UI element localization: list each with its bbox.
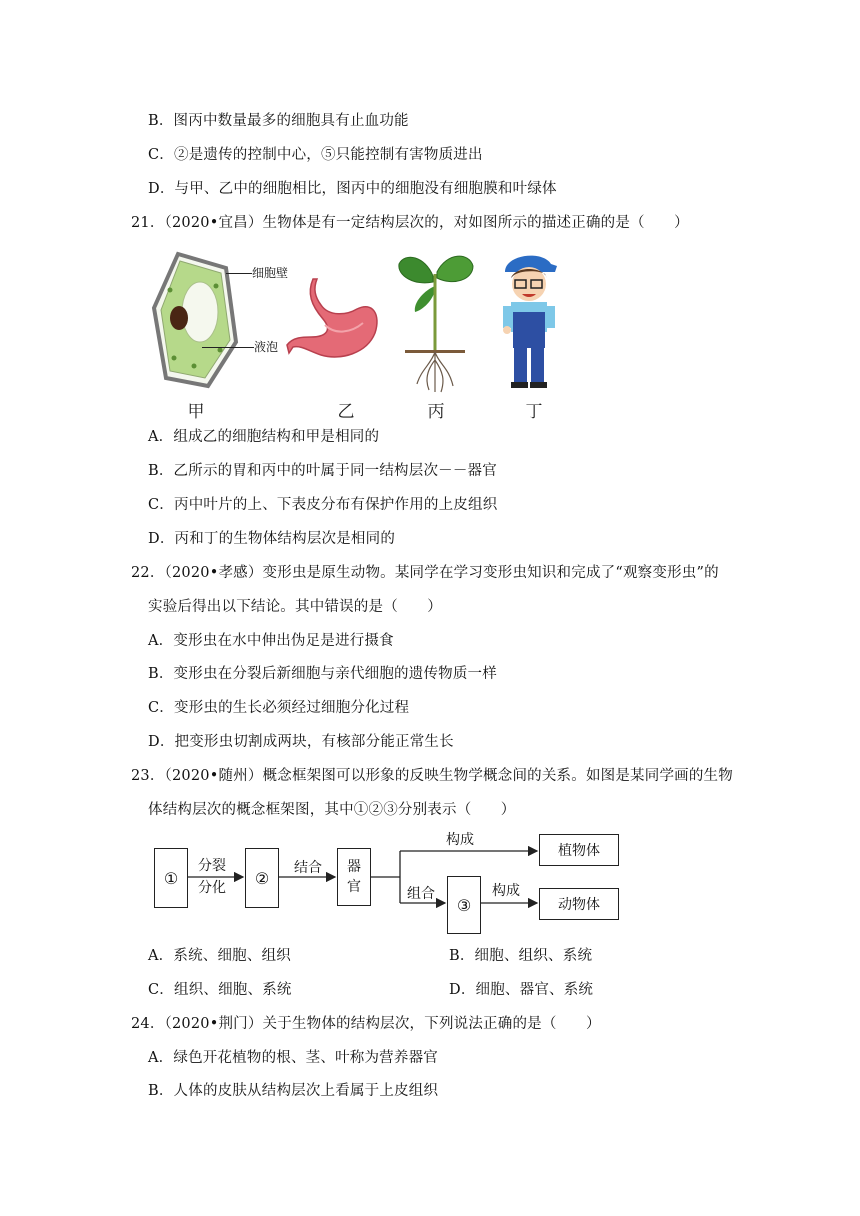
label-group: 组合: [407, 886, 435, 902]
q24-option-a: A．绿色开花植物的根、茎、叶称为营养器官: [148, 1050, 438, 1066]
q22-option-d: D．把变形虫切割成两块，有核部分能正常生长: [148, 734, 454, 750]
q21-option-a: A．组成乙的细胞结构和甲是相同的: [148, 429, 380, 445]
q24-option-b: B．人体的皮肤从结构层次上看属于上皮组织: [148, 1083, 439, 1099]
label-differentiate: 分化: [198, 880, 226, 896]
label-compose-top: 构成: [446, 832, 474, 848]
diagram-box-plant: 植物体: [539, 834, 619, 866]
organ-char-1: 器: [347, 859, 361, 875]
q21-stem: 21．（2020•宜昌）生物体是有一定结构层次的，对如图所示的描述正确的是（ ）: [131, 215, 689, 231]
q22-stem-line2: 实验后得出以下结论。其中错误的是（ ）: [148, 599, 442, 615]
caption-jia: 甲: [187, 402, 205, 422]
caption-bing: 丙: [427, 402, 445, 422]
cell-wall-label: 细胞壁: [252, 266, 289, 280]
q22-stem-line1: 22．（2020•孝感）变形虫是原生动物。某同学在学习变形虫知识和完成了“观察变形虫”的: [131, 565, 719, 581]
label-split: 分裂: [198, 858, 226, 874]
plant-cell-image: [150, 250, 240, 390]
q22-option-c: C．变形虫的生长必须经过细胞分化过程: [148, 700, 410, 716]
q23-stem-line1: 23．（2020•随州）概念框架图可以形象的反映生物学概念间的关系。如图是某同学画的生物: [131, 768, 733, 784]
q20-option-c: C．②是遗传的控制中心，⑤只能控制有害物质进出: [148, 147, 483, 163]
q21-option-d: D．丙和丁的生物体结构层次是相同的: [148, 531, 396, 547]
q22-option-a: A．变形虫在水中伸出伪足是进行摄食: [148, 633, 394, 649]
vacuole-label: 液泡: [254, 340, 279, 354]
q24-stem: 24．（2020•荆门）关于生物体的结构层次，下列说法正确的是（ ）: [131, 1016, 601, 1032]
diagram-box-organ: [337, 848, 371, 906]
q20-option-d: D．与甲、乙中的细胞相比，图丙中的细胞没有细胞膜和叶绿体: [148, 181, 557, 197]
q23-option-d: D．细胞、器官、系统: [449, 982, 594, 998]
caption-yi: 乙: [337, 402, 355, 422]
diagram-box-1: ①: [154, 848, 188, 908]
label-combine: 结合: [294, 860, 322, 876]
q22-option-b: B．变形虫在分裂后新细胞与亲代细胞的遗传物质一样: [148, 666, 497, 682]
person-image: [495, 250, 565, 395]
q23-option-b: B．细胞、组织、系统: [449, 948, 593, 964]
q21-option-b: B．乙所示的胃和丙中的叶属于同一结构层次－－器官: [148, 463, 497, 479]
label-compose-bottom: 构成: [492, 883, 520, 899]
caption-ding: 丁: [525, 402, 543, 422]
q20-option-b: B．图丙中数量最多的细胞具有止血功能: [148, 113, 409, 129]
q23-option-c: C．组织、细胞、系统: [148, 982, 292, 998]
q23-stem-line2: 体结构层次的概念框架图，其中①②③分别表示（ ）: [148, 802, 516, 818]
q21-figure: [150, 250, 570, 420]
cell-wall-pointer: [226, 273, 252, 274]
q21-option-c: C．丙中叶片的上、下表皮分布有保护作用的上皮组织: [148, 497, 498, 513]
vacuole-pointer: [202, 347, 254, 348]
q23-option-a: A．系统、细胞、组织: [148, 948, 291, 964]
plant-image: [395, 246, 475, 396]
diagram-box-2: ②: [245, 848, 279, 908]
organ-char-2: 官: [347, 879, 361, 895]
diagram-box-animal: 动物体: [539, 888, 619, 920]
stomach-image: [285, 275, 385, 365]
diagram-box-3: ③: [447, 876, 481, 934]
